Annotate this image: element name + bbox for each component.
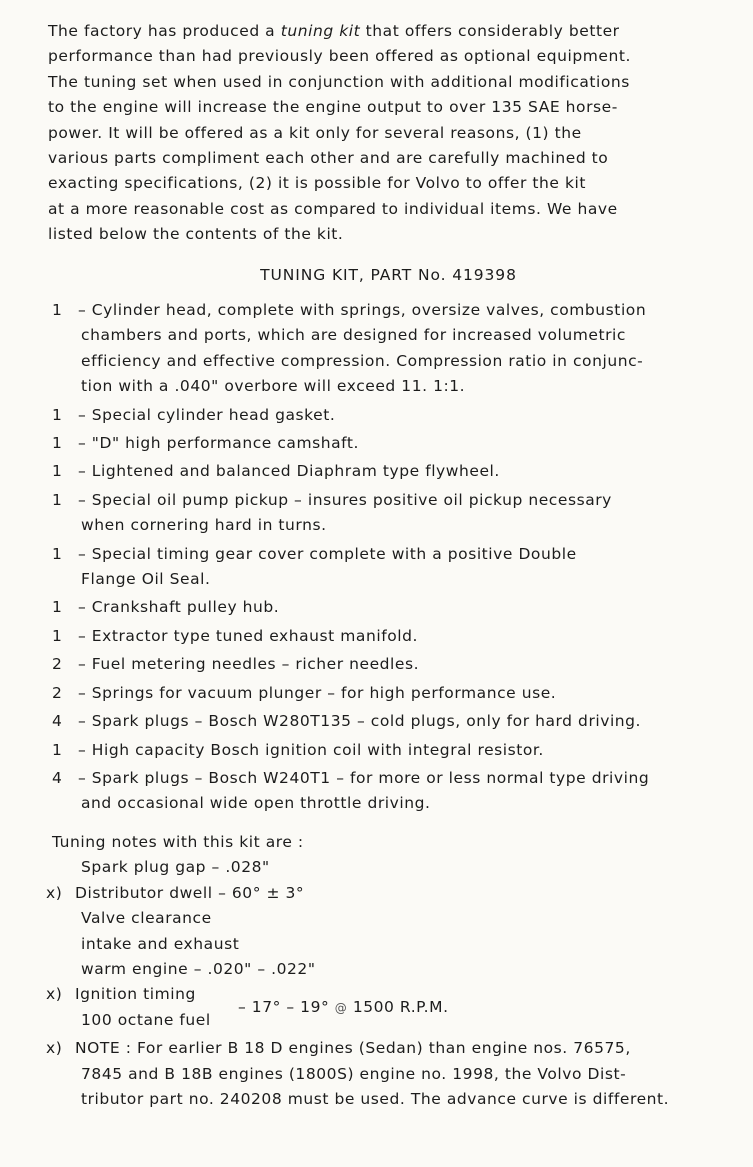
ignition-timing-note [46, 982, 732, 1032]
intake-exhaust-note: intake and exhaust [81, 934, 240, 953]
list-item [52, 298, 712, 400]
item-quantity: 2 [52, 655, 63, 674]
list-item [52, 766, 712, 817]
list-item [52, 542, 712, 593]
item-quantity: 1 [52, 740, 63, 759]
list-item [52, 652, 712, 677]
item-line: efficiency and effective compression. Compression ratio in conjunc- [81, 351, 644, 370]
item-line: – Fuel metering needles – richer needles. [78, 655, 420, 674]
ignition-timing-labels [46, 982, 211, 1033]
ignition-timing-value [238, 995, 449, 1021]
item-line: – Cylinder head, complete with springs, oversize valves, combustion [78, 301, 647, 319]
x-marker: x) [46, 883, 63, 902]
intro-line: exacting specifications, (2) it is possible for Volvo to offer the kit [48, 174, 586, 193]
list-item [52, 488, 712, 539]
intro-line: to the engine will increase the engine output to over 135 SAE horse- [48, 98, 618, 117]
at-symbol: @ [334, 1001, 348, 1016]
item-line: – Extractor type tuned exhaust manifold. [78, 626, 418, 645]
item-line: – Special oil pump pickup – insures positive oil pickup necessary [78, 490, 612, 509]
intro-line: various parts compliment each other and are carefully machined to [48, 148, 609, 167]
spark-plug-gap-note: Spark plug gap – .028" [81, 858, 270, 877]
item-line: – Spark plugs – Bosch W240T1 – for more or less normal type driving [78, 768, 650, 787]
kit-contents-list [52, 298, 712, 820]
list-item [52, 595, 712, 620]
list-item [52, 624, 712, 649]
octane-label: 100 octane fuel [81, 1010, 211, 1029]
intro-paragraph [48, 19, 708, 248]
intro-line: performance than had previously been offered as optional equipment. [48, 47, 631, 66]
list-item [52, 681, 712, 706]
item-quantity: 1 [52, 626, 63, 645]
final-note-line: tributor part no. 240208 must be used. The advance curve is different. [81, 1090, 670, 1109]
intro-line: listed below the contents of the kit. [48, 225, 344, 244]
tuning-notes [46, 830, 732, 1113]
kit-title: TUNING KIT, PART No. 419398 [260, 266, 517, 284]
list-item [52, 431, 712, 456]
valve-clearance-note: Valve clearance [81, 909, 212, 928]
intro-text: The factory has produced a [48, 22, 281, 40]
item-line: – "D" high performance camshaft. [78, 434, 360, 453]
item-line: – High capacity Bosch ignition coil with integral resistor. [78, 740, 544, 759]
item-quantity: 1 [52, 301, 63, 319]
item-line: – Crankshaft pulley hub. [78, 598, 280, 617]
item-line: chambers and ports, which are designed for increased volumetric [81, 326, 626, 345]
timing-range: – 17° – 19° [238, 998, 330, 1017]
item-line: when cornering hard in turns. [81, 516, 327, 535]
item-quantity: 1 [52, 462, 63, 481]
item-quantity: 1 [52, 405, 63, 424]
notes-heading: Tuning notes with this kit are : [52, 833, 304, 851]
item-line: Flange Oil Seal. [81, 570, 211, 589]
item-line: tion with a .040" overbore will exceed 11. 1:1. [81, 377, 466, 396]
item-line: – Lightened and balanced Diaphram type flywheel. [78, 462, 500, 481]
final-note-text: NOTE : For earlier B 18 D engines (Sedan) than engine nos. 76575, [75, 1039, 631, 1058]
item-quantity: 1 [52, 490, 63, 509]
ignition-timing-label: Ignition timing [75, 985, 196, 1004]
ignition-timing-line [46, 982, 211, 1007]
intro-text: that offers considerably better [360, 22, 620, 40]
intro-line: at a more reasonable cost as compared to individual items. We have [48, 199, 618, 218]
item-line: – Springs for vacuum plunger – for high performance use. [78, 683, 557, 702]
list-item [52, 738, 712, 763]
list-item [52, 459, 712, 484]
item-quantity: 1 [52, 434, 63, 453]
item-line: – Special cylinder head gasket. [78, 405, 336, 424]
final-note [46, 1036, 732, 1112]
x-marker: x) [46, 1039, 63, 1058]
item-quantity: 1 [52, 598, 63, 617]
item-quantity: 4 [52, 768, 63, 787]
final-note-line: 7845 and B 18B engines (1800S) engine no. 1998, the Volvo Dist- [81, 1064, 627, 1083]
intro-line: power. It will be offered as a kit only for several reasons, (1) the [48, 123, 582, 142]
dwell-text: Distributor dwell – 60° ± 3° [75, 883, 305, 902]
list-item [52, 403, 712, 428]
item-quantity: 2 [52, 683, 63, 702]
intro-line [48, 19, 708, 44]
warm-engine-note: warm engine – .020" – .022" [81, 959, 316, 978]
dwell-note [46, 881, 732, 906]
item-quantity: 4 [52, 712, 63, 731]
item-line: – Special timing gear cover complete with a positive Double [78, 544, 577, 563]
item-line: and occasional wide open throttle driving. [81, 794, 431, 813]
list-item [52, 709, 712, 734]
item-quantity: 1 [52, 544, 63, 563]
intro-emphasis: tuning kit [280, 22, 361, 40]
timing-rpm: 1500 R.P.M. [352, 998, 449, 1017]
item-line: – Spark plugs – Bosch W280T135 – cold plugs, only for hard driving. [78, 712, 642, 731]
final-note-line [46, 1036, 732, 1061]
x-marker: x) [46, 985, 63, 1004]
intro-line: The tuning set when used in conjunction with additional modifications [48, 72, 630, 91]
